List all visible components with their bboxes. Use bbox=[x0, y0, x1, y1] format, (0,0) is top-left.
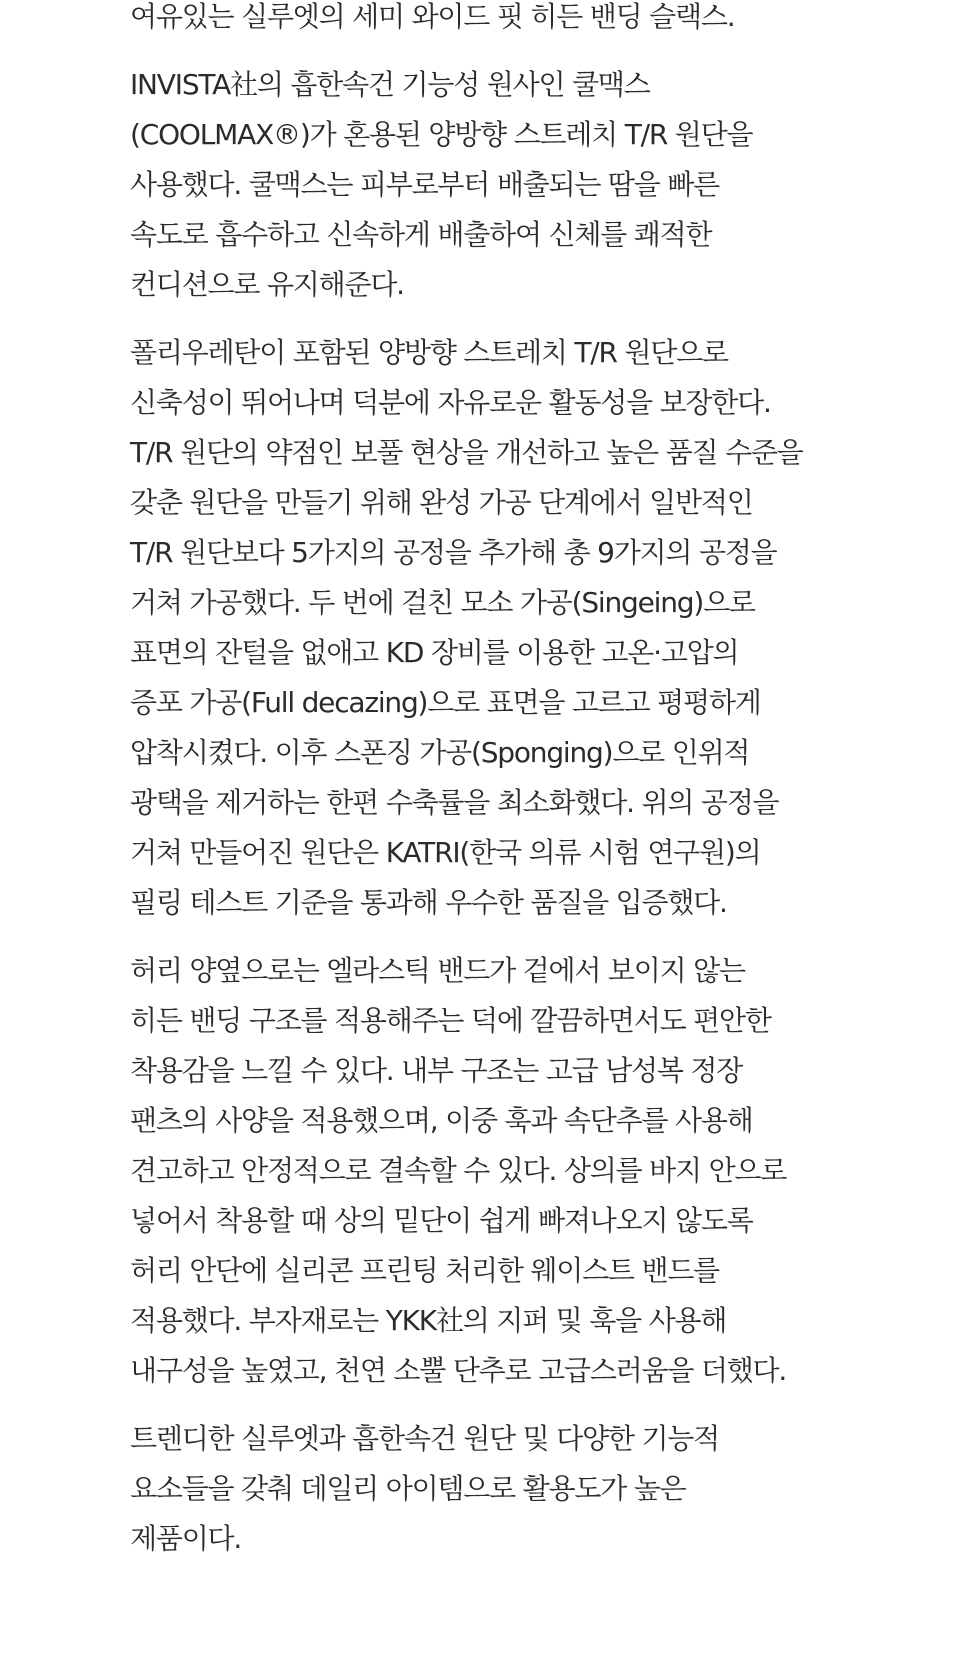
description-paragraph-3 bbox=[130, 328, 890, 928]
text-line: (COOLMAX®)가 혼용된 양방향 스트레치 T/R 원단을 bbox=[130, 118, 753, 151]
description-paragraph-5 bbox=[130, 1414, 890, 1564]
text-line: 갖춘 원단을 만들기 위해 완성 가공 단계에서 일반적인 bbox=[130, 486, 753, 519]
text-line: 거쳐 가공했다. 두 번에 걸친 모소 가공(Singeing)으로 bbox=[130, 586, 755, 619]
text-line: 요소들을 갖춰 데일리 아이템으로 활용도가 높은 bbox=[130, 1472, 686, 1505]
text-line: 컨디션으로 유지해준다. bbox=[130, 268, 404, 301]
text-line: 견고하고 안정적으로 결속할 수 있다. 상의를 바지 안으로 bbox=[130, 1154, 787, 1187]
text-line: INVISTA社의 흡한속건 기능성 원사인 쿨맥스 bbox=[130, 68, 650, 101]
text-line: 허리 양옆으로는 엘라스틱 밴드가 겉에서 보이지 않는 bbox=[130, 954, 745, 987]
text-line: 제품이다. bbox=[130, 1522, 242, 1555]
text-line: 여유있는 실루엣의 세미 와이드 핏 히든 밴딩 슬랙스. bbox=[130, 0, 735, 33]
description-paragraph-4 bbox=[130, 946, 890, 1396]
text-line: 사용했다. 쿨맥스는 피부로부터 배출되는 땀을 빠른 bbox=[130, 168, 720, 201]
text-line: 필링 테스트 기준을 통과해 우수한 품질을 입증했다. bbox=[130, 886, 727, 919]
product-description bbox=[130, 0, 890, 1582]
text-line: 착용감을 느낄 수 있다. 내부 구조는 고급 남성복 정장 bbox=[130, 1054, 743, 1087]
text-line: 트렌디한 실루엣과 흡한속건 원단 및 다양한 기능적 bbox=[130, 1422, 720, 1455]
text-line: 적용했다. 부자재로는 YKK社의 지퍼 및 훅을 사용해 bbox=[130, 1304, 727, 1337]
description-paragraph-2 bbox=[130, 60, 890, 310]
text-line: 거쳐 만들어진 원단은 KATRI(한국 의류 시험 연구원)의 bbox=[130, 836, 761, 869]
text-line: 광택을 제거하는 한편 수축률을 최소화했다. 위의 공정을 bbox=[130, 786, 779, 819]
text-line: 넣어서 착용할 때 상의 밑단이 쉽게 빠져나오지 않도록 bbox=[130, 1204, 753, 1237]
text-line: T/R 원단의 약점인 보풀 현상을 개선하고 높은 품질 수준을 bbox=[130, 436, 803, 469]
text-line: 팬츠의 사양을 적용했으며, 이중 훅과 속단추를 사용해 bbox=[130, 1104, 753, 1137]
text-line: 증포 가공(Full decazing)으로 표면을 고르고 평평하게 bbox=[130, 686, 761, 719]
text-line: T/R 원단보다 5가지의 공정을 추가해 총 9가지의 공정을 bbox=[130, 536, 777, 569]
text-line: 히든 밴딩 구조를 적용해주는 덕에 깔끔하면서도 편안한 bbox=[130, 1004, 771, 1037]
text-line: 압착시켰다. 이후 스폰징 가공(Sponging)으로 인위적 bbox=[130, 736, 750, 769]
text-line: 내구성을 높였고, 천연 소뿔 단추로 고급스러움을 더했다. bbox=[130, 1354, 787, 1387]
text-line: 허리 안단에 실리콘 프린팅 처리한 웨이스트 밴드를 bbox=[130, 1254, 720, 1287]
text-line: 표면의 잔털을 없애고 KD 장비를 이용한 고온·고압의 bbox=[130, 636, 739, 669]
text-line: 신축성이 뛰어나며 덕분에 자유로운 활동성을 보장한다. bbox=[130, 386, 771, 419]
description-paragraph-1 bbox=[130, 0, 890, 42]
text-line: 속도로 흡수하고 신속하게 배출하여 신체를 쾌적한 bbox=[130, 218, 712, 251]
text-line: 폴리우레탄이 포함된 양방향 스트레치 T/R 원단으로 bbox=[130, 336, 728, 369]
